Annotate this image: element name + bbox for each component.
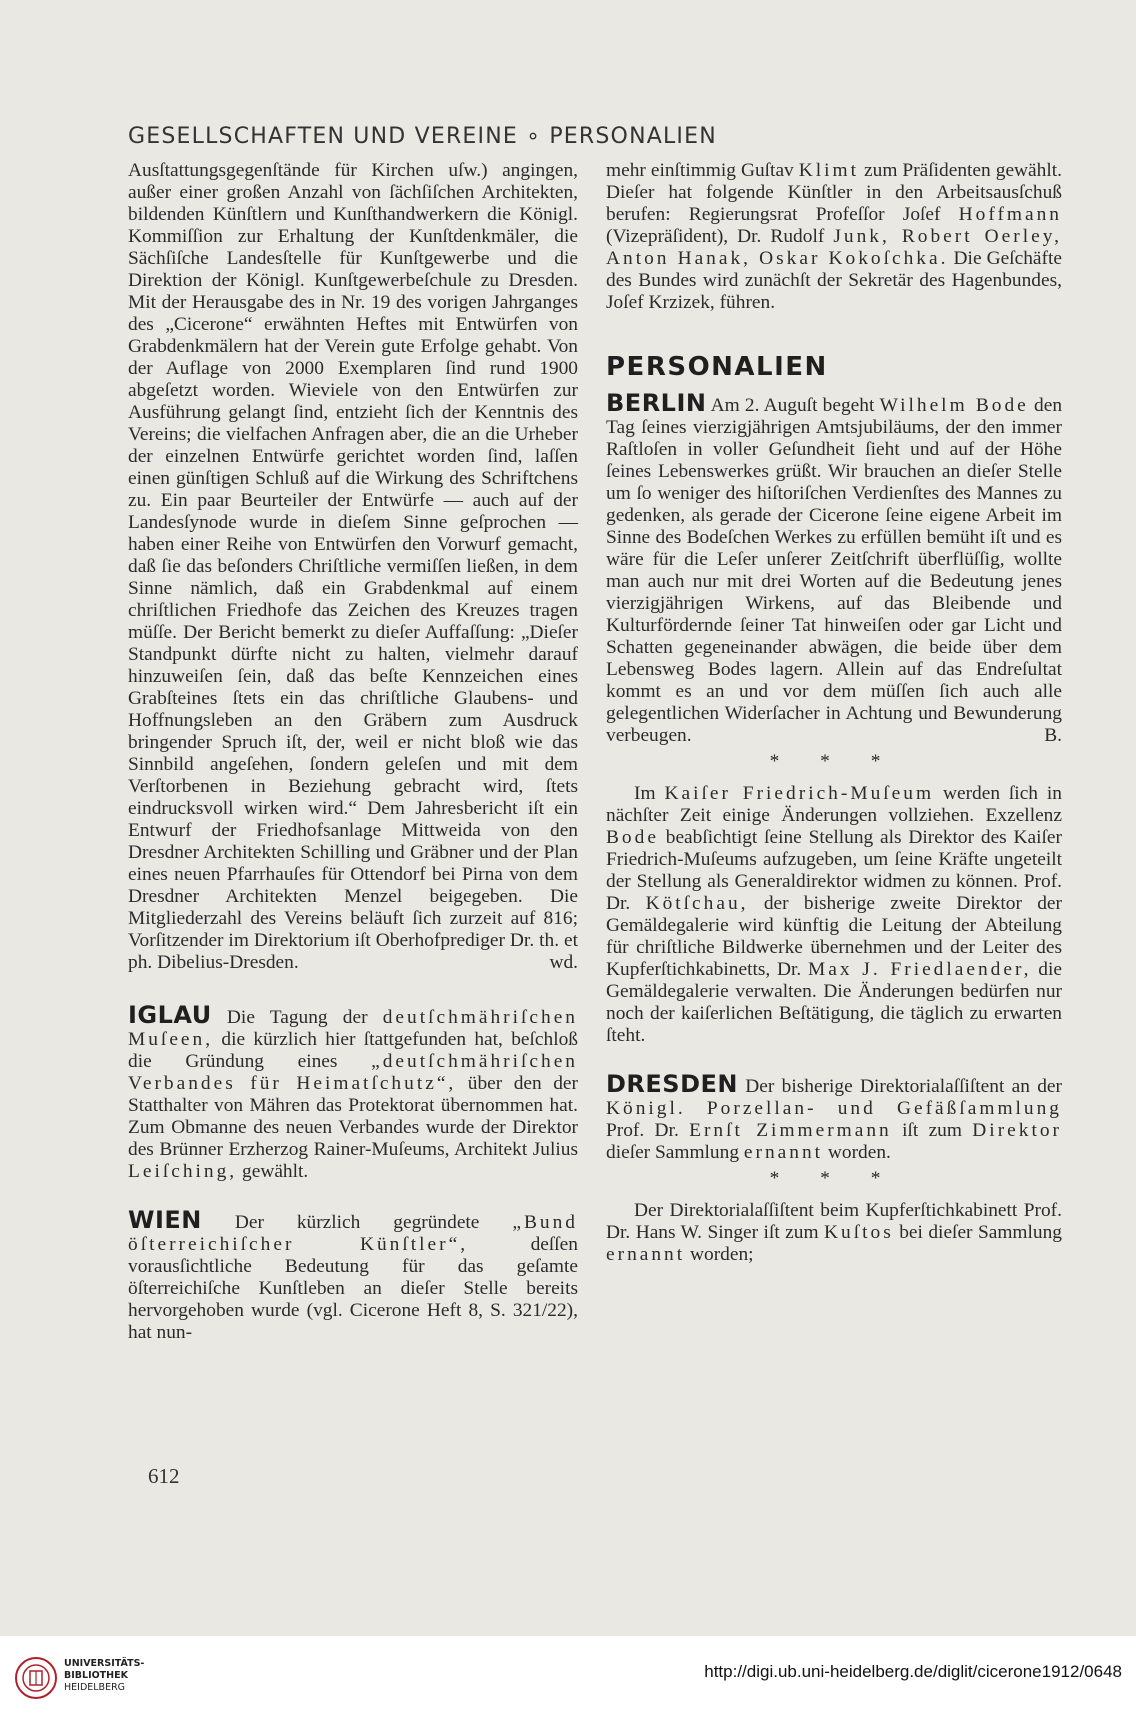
city-heading-berlin: BERLIN <box>606 389 707 417</box>
author-signature: wd. <box>549 952 578 973</box>
section-title-personalien: PERSONALIEN <box>606 352 828 382</box>
entry-wien: WIEN Der kürzlich gegründete „Bund öſterreichiſcher Künſtler“, deſſen vorausſichtliche Bedeutung für das geſamte öſterreichiſche Kunſtleben an dieſer Stelle bereits hervorgehoben wurde (vgl. Cicerone Heft 8, S. 321/22), hat nun- <box>128 1206 578 1343</box>
city-heading-iglau: IGLAU <box>128 1001 212 1029</box>
entry-iglau: IGLAU Die Tagung der deutſchmähriſchen Muſeen, die kürzlich hier ſtattgefunden hat, beſchloß die Gründung eines „deutſchmähriſchen Verbandes für Heimatſchutz“, über den der Statthalter von Mähren das Protektorat übernommen hat. Zum Obmanne des neuen Verbandes wurde der Direktor des Brünner Erzherzog Rainer-Muſeums, Architekt Julius Leiſching, gewählt. <box>128 1001 578 1182</box>
city-heading-dresden: DRESDEN <box>606 1070 738 1098</box>
university-seal-icon <box>14 1656 58 1700</box>
paragraph-klimt: mehr einſtimmig Guſtav Klimt zum Präſidenten gewählt. Dieſer hat folgende Künſtler in den Arbeitsausſchuß berufen: Regierungsrat Profeſſor Joſef Hoffmann (Vizepräſident), Dr. Rudolf Junk, Robert Oerley, Anton Hanak, Oskar Kokoſchka. Die Geſchäfte des Bundes wird zunächſt der Sekretär des Hagenbundes, Joſef Krzizek, führen. <box>606 160 1063 313</box>
section-divider-stars: * * * <box>769 751 899 772</box>
entry-berlin: BERLIN Am 2. Auguſt begeht Wilhelm Bode den Tag ſeines vierzigjährigen Amtsjubiläums, der den immer Raſtloſen in voller Geſundheit ſieht und auf der Höhe ſeines Lebenswerkes grüßt. Wir brauchen an dieſer Stelle um ſo weniger des hiſtoriſchen Verdienſtes des Mannes zu gedenken, als gerade der Cicerone ſeine eigene Arbeit im Sinne des Bodeſchen Werkes zu erfüllen bemüht iſt und es wäre für die Leſer unſerer Zeitſchrift überflüſſig, wollte man auch nur mit drei Worten auf die Bedeutung jenes vierzigjährigen Wirkens, auf das Bleibende und Kulturfördernde ſeiner Tat hinweiſen oder gar Licht und Schatten gegeneinander abwägen, die beide über dem Lebensweg Bodes lagern. Allein auf das Endreſultat kommt es an und vor dem müſſen ſich auch alle gelegentlichen Widerſacher in Achtung und Bewunderung verbeugen. B. <box>606 389 1063 746</box>
section-divider-stars: * * * <box>769 1168 899 1189</box>
right-column <box>606 160 1062 1266</box>
library-name: UNIVERSITÄTS- BIBLIOTHEK HEIDELBERG <box>64 1658 145 1693</box>
entry-dresden: DRESDEN Der bisherige Direktorialaſſiſtent an der Königl. Porzellan- und Gefäßſammlung Prof. Dr. Ernſt Zimmermann iſt zum Direktor dieſer Sammlung ernannt worden. <box>606 1070 1062 1163</box>
source-url-link[interactable]: http://digi.ub.uni-heidelberg.de/diglit/cicerone1912/0648 <box>704 1662 1122 1681</box>
city-heading-wien: WIEN <box>128 1206 202 1234</box>
author-signature: B. <box>1044 725 1062 746</box>
left-column <box>128 160 578 1344</box>
paragraph-vereine: Ausſtattungsgegenſtände für Kirchen uſw.) angingen, außer einer großen Anzahl von ſächſiſchen Architekten, bildenden Künſtlern und Kunſthandwerkern die Königl. Kommiſſion zur Erhaltung der Kunſtdenkmäler, die Sächſiſche Landesſtelle für Kunſtgewerbe und die Direktion der Königl. Kunſtgewerbeſchule zu Dresden. Mit der Herausgabe des in Nr. 19 des vorigen Jahrganges des „Cicerone“ erwähnten Heftes mit Entwürfen von Grabdenkmälern hat der Verein gute Erfolge gehabt. Von der Auflage von 2000 Exemplaren ſind rund 1900 abgeſetzt worden. Wieviele von den Entwürfen zur Ausführung gelangt ſind, entzieht ſich der Kenntnis des Vereins; die vielfachen Anfragen aber, die an die Urheber der einzelnen Entwürfe gerichtet worden ſind, laſſen einen günſtigen Schluß auf die Wirkung des Schriftchens zu. Ein paar Beurteiler der Entwürfe — auch auf der Landesſynode wurde in dieſem Sinne geſprochen — haben einer Reihe von Entwürfen den Vorwurf gemacht, daß ſie das beſonders Chriſtliche vermiſſen ließen, in dem Sinne nämlich, daß ein Grabdenkmal auf einem chriſtlichen Friedhofe das Zeichen des Kreuzes tragen müſſe. Der Bericht bemerkt zu dieſer Auffaſſung: „Dieſer Standpunkt dürfte nicht zu halten, vielmehr darauf hinzuweiſen ſein, daß das beſte Kennzeichen eines Grabſteines ſtets ein das chriſtliche Glaubens- und Hoffnungsleben an den Gräbern zum Ausdruck bringender Spruch iſt, der, weil er nicht bloß wie das Sinnbild angeſehen, ſondern geleſen und mit dem Verſtorbenen in Beziehung gebracht wird, ſtets eindrucksvoll wirken wird.“ Dem Jahresbericht iſt ein Entwurf der Friedhofsanlage Mittweida von den Dresdner Architekten Schilling und Gräbner und der Plan eines neuen Pfarrhauſes für Ottendorf bei Pirna von dem Dresdner Architekten Menzel beigegeben. Die Mitgliederzahl des Vereins beläuft ſich zurzeit auf 816; Vorſitzender im Direktorium iſt Oberhofprediger Dr. th. et ph. Dibelius-Dresden. wd. <box>128 160 578 973</box>
running-header: GESELLSCHAFTEN UND VEREINE ∘ PERSONALIEN <box>128 124 717 149</box>
entry-kaiser-friedrich-museum: Im Kaiſer Friedrich-Muſeum werden ſich in nächſter Zeit einige Änderungen vollziehen. Exzellenz Bode beabſichtigt ſeine Stellung als Direktor des Kaiſer Friedrich-Muſeums aufzugeben, um ſeine Kräfte ungeteilt der Stellung als Generaldirektor widmen zu können. Prof. Dr. Kötſchau, der bisherige zweite Direktor der Gemäldegalerie wird künftig die Leitung der Abteilung für chriſtliche Bildwerke übernehmen und der Leiter des Kupferſtichkabinetts, Dr. Max J. Friedlaender, die Gemäldegalerie verwalten. Die Änderungen bedürfen nur noch der kaiſerlichen Beſtätigung, die täglich zu erwarten ſteht. <box>606 783 1062 1046</box>
digitization-footer <box>0 1636 1136 1716</box>
entry-singer: Der Direktorialaſſiſtent beim Kupferſtichkabinett Prof. Dr. Hans W. Singer iſt zum Kuſtos bei dieſer Sammlung ernannt worden; <box>606 1200 1062 1265</box>
page-number: 612 <box>148 1464 180 1488</box>
